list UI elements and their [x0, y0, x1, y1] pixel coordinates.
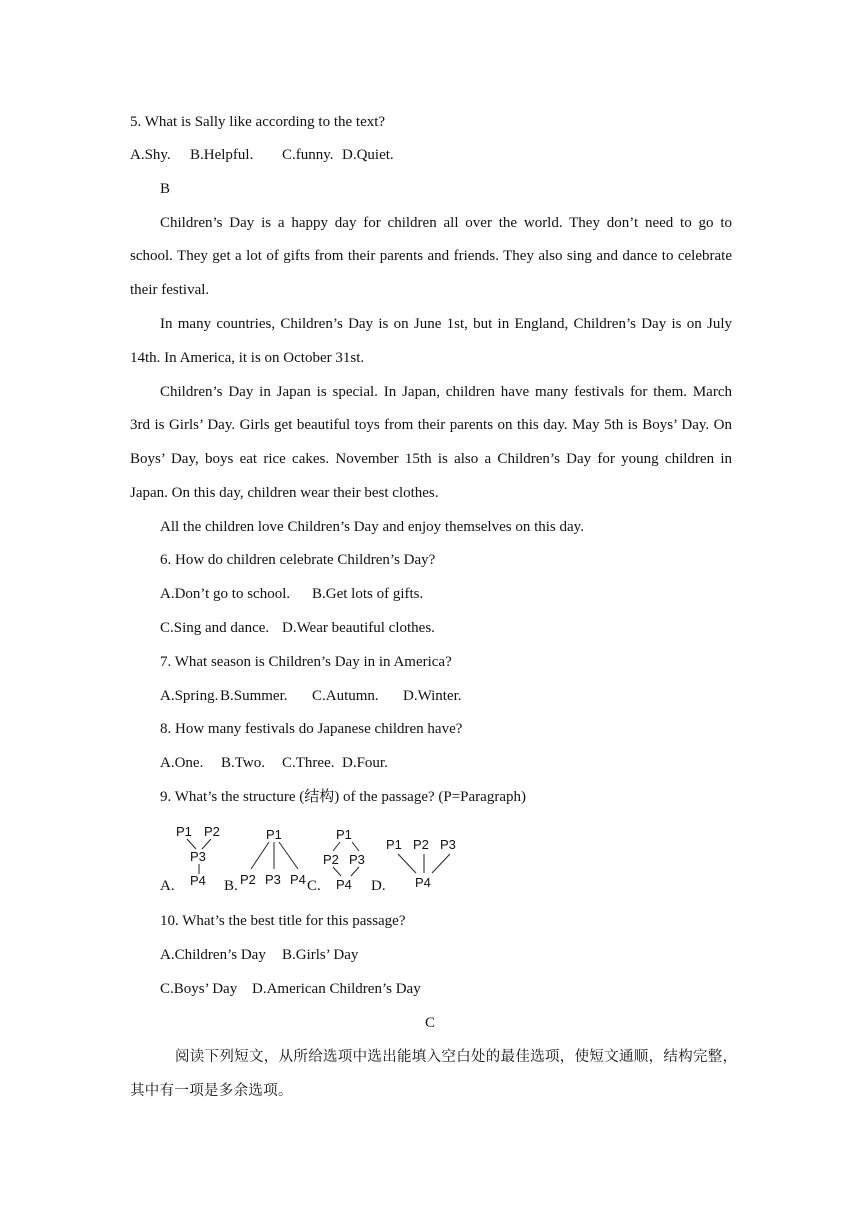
diagram-c-p4: P4: [336, 877, 352, 892]
paragraph-line: their festival.: [130, 282, 210, 298]
q8-option-a: A.One.: [160, 755, 204, 771]
q10-option-d: D.American Children’s Day: [252, 981, 421, 997]
diagram-a-p2: P2: [204, 824, 220, 839]
diagram-b-arrow: [251, 842, 269, 869]
question-7: 7. What season is Children’s Day in in America?: [160, 654, 452, 670]
instruction-line: 阅读下列短文，从所给选项中选出能填入空白处的最佳选项，使短文通顺，结构完整，: [175, 1049, 738, 1065]
diagram-d-arrow: [432, 854, 450, 873]
q8-option-d: D.Four.: [342, 755, 388, 771]
question-6: 6. How do children celebrate Children’s Day?: [160, 552, 436, 568]
question-10: 10. What’s the best title for this passage?: [160, 913, 406, 929]
question-8: 8. How many festivals do Japanese children have?: [160, 721, 463, 737]
q6-option-b: B.Get lots of gifts.: [312, 586, 424, 602]
paragraph-line: Children’s Day in Japan is special. In Japan, children have many festivals for them. March: [160, 384, 732, 400]
paragraph-line: school. They get a lot of gifts from their parents and friends. They also sing and dance to celebrate: [130, 248, 732, 264]
q5-option-b: B.Helpful.: [190, 147, 254, 163]
q7-option-d: D.Winter.: [403, 688, 462, 704]
q6-option-a: A.Don’t go to school.: [160, 586, 291, 602]
instruction-line: 其中有一项是多余选项。: [130, 1083, 293, 1099]
q5-option-a: A.Shy.: [130, 147, 171, 163]
diagram-d-p1: P1: [386, 837, 402, 852]
q9-option-d: D.: [371, 878, 386, 894]
diagram-b-p2: P2: [240, 872, 256, 887]
q8-option-b: B.Two.: [221, 755, 265, 771]
q8-option-c: C.Three.: [282, 755, 335, 771]
diagram-a-arrow: [202, 839, 211, 849]
diagram-c-arrow: [333, 867, 341, 876]
question-5: 5. What is Sally like according to the text?: [130, 114, 386, 130]
diagram-d-p2: P2: [413, 837, 429, 852]
diagram-d-arrow: [398, 854, 416, 873]
structure-diagram-a: [174, 822, 226, 890]
diagram-d-p3: P3: [440, 837, 456, 852]
paragraph-line: Boys’ Day, boys eat rice cakes. November 15th is also a Children’s Day for young children in: [130, 451, 732, 467]
diagram-a-p3: P3: [190, 849, 206, 864]
diagram-c-p1: P1: [336, 827, 352, 842]
diagram-d-p4: P4: [415, 875, 431, 890]
diagram-b-arrow: [279, 842, 298, 869]
paragraph-line: 3rd is Girls’ Day. Girls get beautiful toys from their parents on this day. May 5th is Boys’ Day. On: [130, 417, 732, 433]
q7-option-c: C.Autumn.: [312, 688, 379, 704]
paragraph-line: Japan. On this day, children wear their best clothes.: [130, 485, 439, 501]
q6-option-c: C.Sing and dance.: [160, 620, 270, 636]
paragraph-line: 14th. In America, it is on October 31st.: [130, 350, 365, 366]
structure-diagram-b: [236, 824, 312, 890]
q9-option-b: B.: [224, 878, 238, 894]
paragraph-line: In many countries, Children’s Day is on June 1st, but in England, Children’s Day is on July: [160, 316, 732, 332]
structure-diagram-c: [322, 824, 372, 892]
q7-option-b: B.Summer.: [220, 688, 288, 704]
question-9: 9. What’s the structure (结构) of the passage? (P=Paragraph): [160, 789, 526, 805]
diagram-c-arrow: [351, 867, 359, 876]
section-c-label: C: [424, 1015, 435, 1031]
q9-option-a: A.: [160, 878, 175, 894]
diagram-a-p1: P1: [176, 824, 192, 839]
q6-option-d: D.Wear beautiful clothes.: [282, 620, 435, 636]
diagram-c-p3: P3: [349, 852, 365, 867]
paragraph-line: All the children love Children’s Day and enjoy themselves on this day.: [160, 519, 584, 535]
diagram-a-p4: P4: [190, 873, 206, 888]
section-b-label: B: [160, 181, 171, 197]
diagram-c-arrow: [352, 842, 359, 851]
q10-option-c: C.Boys’ Day: [160, 981, 238, 997]
q10-option-a: A.Children’s Day: [160, 947, 266, 963]
diagram-b-p3: P3: [265, 872, 281, 887]
diagram-b-p4: P4: [290, 872, 306, 887]
q5-option-c: C.funny.: [282, 147, 334, 163]
q10-option-b: B.Girls’ Day: [282, 947, 359, 963]
q5-option-d: D.Quiet.: [342, 147, 394, 163]
q9-option-c: C.: [307, 878, 321, 894]
diagram-c-arrow: [333, 842, 340, 851]
diagram-b-p1: P1: [266, 827, 282, 842]
paragraph-line: Children’s Day is a happy day for children all over the world. They don’t need to go to: [160, 215, 732, 231]
q7-option-a: A.Spring.: [160, 688, 219, 704]
diagram-c-p2: P2: [323, 852, 339, 867]
diagram-a-arrow: [187, 839, 196, 849]
structure-diagram-d: [384, 832, 464, 890]
